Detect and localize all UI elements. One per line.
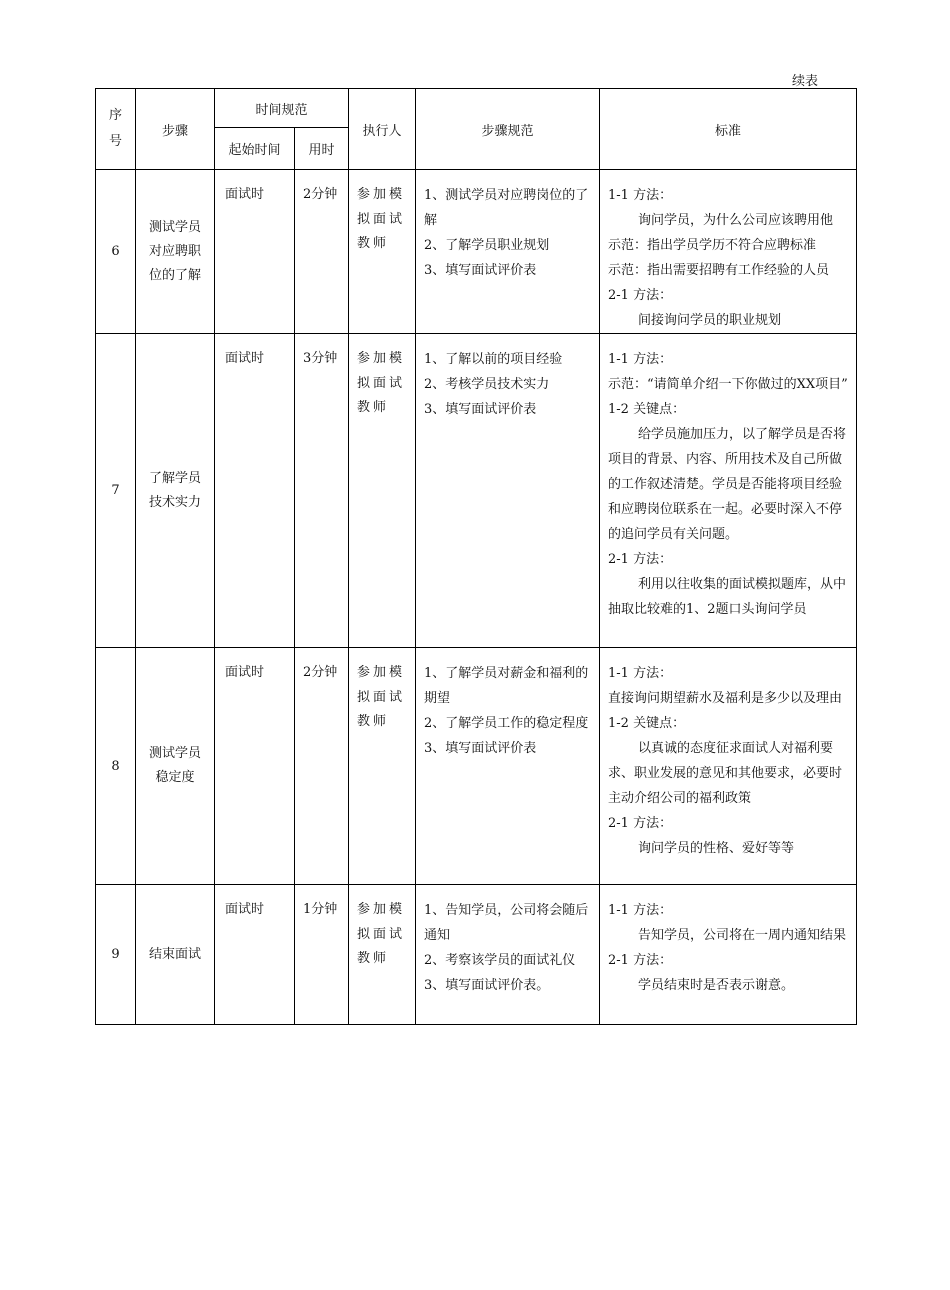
standard-line: 1-1 方法： bbox=[608, 188, 673, 203]
table-body bbox=[96, 170, 857, 1025]
standard-line: 利用以往收集的面试模拟题库，从中抽取比较难的1、2题口头询问学员 bbox=[608, 577, 847, 617]
step-spec-item: 2、考察该学员的面试礼仪 bbox=[424, 953, 576, 968]
step-name: 测试学员稳定度 bbox=[136, 648, 215, 885]
executor: 参加模拟面试教师 bbox=[349, 170, 416, 334]
header-executor: 执行人 bbox=[349, 89, 416, 170]
start-time: 面试时 bbox=[215, 648, 295, 885]
continued-label: 续表 bbox=[792, 74, 819, 89]
standard-cell bbox=[600, 334, 857, 648]
standard-line: 示范：“请简单介绍一下你做过的XX项目” bbox=[608, 377, 848, 392]
step-spec-item: 3、填写面试评价表 bbox=[424, 402, 537, 417]
step-spec-cell bbox=[416, 648, 600, 885]
step-spec-item: 3、填写面试评价表 bbox=[424, 741, 537, 756]
header-time-spec: 时间规范 bbox=[215, 89, 349, 128]
standard-line: 直接询问期望薪水及福利是多少以及理由 bbox=[608, 691, 843, 706]
start-time: 面试时 bbox=[215, 885, 295, 1025]
step-spec-item: 1、测试学员对应聘岗位的了解 bbox=[424, 188, 589, 228]
standard-line: 示范：指出学员学历不符合应聘标准 bbox=[608, 238, 817, 253]
standard-line: 询问学员，为什么公司应该聘用他 bbox=[638, 213, 834, 228]
standard-line: 2-1 方法： bbox=[608, 816, 673, 831]
table-row bbox=[96, 334, 857, 648]
step-spec-item: 2、了解学员职业规划 bbox=[424, 238, 550, 253]
executor: 参加模拟面试教师 bbox=[349, 885, 416, 1025]
step-spec-item: 1、告知学员，公司将会随后通知 bbox=[424, 903, 589, 943]
step-spec-item: 3、填写面试评价表。 bbox=[424, 978, 550, 993]
step-spec-item: 2、考核学员技术实力 bbox=[424, 377, 550, 392]
table-row bbox=[96, 170, 857, 334]
step-spec-item: 1、了解学员对薪金和福利的期望 bbox=[424, 666, 589, 706]
step-spec-cell bbox=[416, 334, 600, 648]
row-number: 6 bbox=[96, 170, 136, 334]
step-spec-cell bbox=[416, 885, 600, 1025]
header-num-text: 序号 bbox=[108, 108, 122, 149]
standard-cell bbox=[600, 885, 857, 1025]
step-spec-item: 1、了解以前的项目经验 bbox=[424, 352, 563, 367]
standard-line: 2-1 方法： bbox=[608, 288, 673, 303]
step-name: 结束面试 bbox=[136, 885, 215, 1025]
step-name: 了解学员技术实力 bbox=[136, 334, 215, 648]
standard-cell bbox=[600, 170, 857, 334]
header-step: 步骤 bbox=[136, 89, 215, 170]
standard-line: 1-2 关键点： bbox=[608, 402, 686, 417]
standard-line: 询问学员的性格、爱好等等 bbox=[638, 841, 795, 856]
step-name: 测试学员对应聘职位的了解 bbox=[136, 170, 215, 334]
standard-cell bbox=[600, 648, 857, 885]
standard-line: 间接询问学员的职业规划 bbox=[638, 313, 782, 328]
row-number: 8 bbox=[96, 648, 136, 885]
header-num bbox=[96, 89, 136, 170]
duration: 2分钟 bbox=[295, 648, 349, 885]
duration: 1分钟 bbox=[295, 885, 349, 1025]
standard-line: 1-1 方法： bbox=[608, 352, 673, 367]
step-spec-item: 3、填写面试评价表 bbox=[424, 263, 537, 278]
header-standard: 标准 bbox=[600, 89, 857, 170]
header-start-time: 起始时间 bbox=[215, 128, 295, 170]
executor: 参加模拟面试教师 bbox=[349, 334, 416, 648]
standard-line: 1-1 方法： bbox=[608, 666, 673, 681]
step-spec-cell bbox=[416, 170, 600, 334]
row-number: 7 bbox=[96, 334, 136, 648]
standard-line: 1-1 方法： bbox=[608, 903, 673, 918]
executor: 参加模拟面试教师 bbox=[349, 648, 416, 885]
standard-line: 告知学员，公司将在一周内通知结果 bbox=[638, 928, 847, 943]
standard-line: 示范：指出需要招聘有工作经验的人员 bbox=[608, 263, 830, 278]
table-row bbox=[96, 885, 857, 1025]
start-time: 面试时 bbox=[215, 170, 295, 334]
duration: 3分钟 bbox=[295, 334, 349, 648]
duration: 2分钟 bbox=[295, 170, 349, 334]
standard-line: 以真诚的态度征求面试人对福利要求、职业发展的意见和其他要求，必要时主动介绍公司的福利政策 bbox=[608, 741, 843, 806]
header-duration: 用时 bbox=[295, 128, 349, 170]
standard-line: 学员结束时是否表示谢意。 bbox=[638, 978, 795, 993]
standard-line: 2-1 方法： bbox=[608, 953, 673, 968]
interview-procedure-table bbox=[95, 88, 857, 1025]
standard-line: 给学员施加压力，以了解学员是否将项目的背景、内容、所用技术及自己所做的工作叙述清楚。学员是否能将项目经验和应聘岗位联系在一起。必要时深入不停的追问学员有关问题。 bbox=[608, 427, 847, 542]
header-step-spec: 步骤规范 bbox=[416, 89, 600, 170]
start-time: 面试时 bbox=[215, 334, 295, 648]
step-spec-item: 2、了解学员工作的稳定程度 bbox=[424, 716, 589, 731]
standard-line: 2-1 方法： bbox=[608, 552, 673, 567]
table-row bbox=[96, 648, 857, 885]
standard-line: 1-2 关键点： bbox=[608, 716, 686, 731]
row-number: 9 bbox=[96, 885, 136, 1025]
